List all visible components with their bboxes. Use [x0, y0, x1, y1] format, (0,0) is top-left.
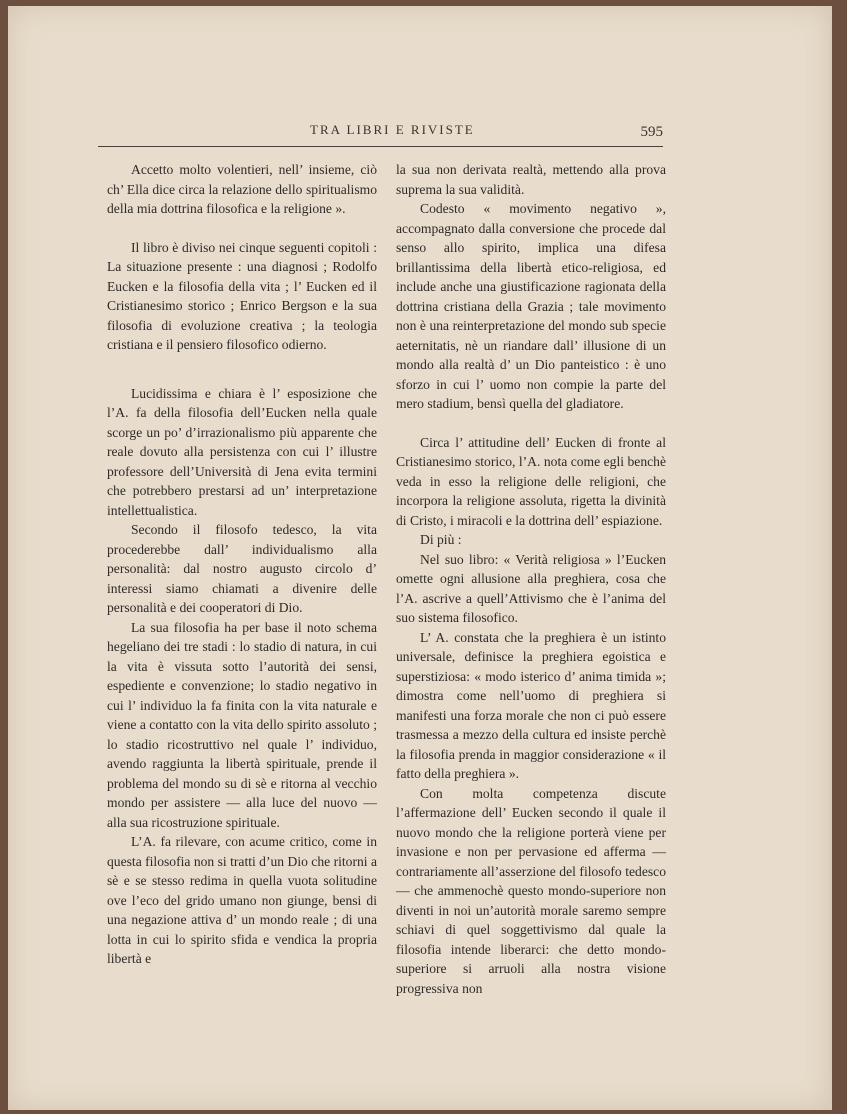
paragraph: L’A. fa rilevare, con acume critico, come in questa filosofia non si tratti d’un Dio che ritorni a sè e se stesso redima in quella vuota solitudine ove l’eco del grido umano non giunge, bensi di una negazione attiva d’ un mondo reale ; di una lotta in cui lo spirito sfida e vendica la propria libertà e — [107, 834, 377, 966]
page-header — [98, 116, 663, 146]
paragraph: Codesto « movimento negativo », accompagnato dalla conversione che procede dal senso allo spirito, implica una difesa brillantissima della libertà etico-religiosa, ed include anche una giustificazione ragionata della dottrina cristiana della Grazia ; tale movimento non è una reinterpretazione del mondo sub specie aeternitatis, nè un riandare dall’ illusione di un mondo alla realtà d’ un Dio panteistico : è uno sforzo in cui l’ uomo non compie la parte del mero stadium, bensì quella del gladiatore. — [396, 201, 666, 411]
running-title: TRA LIBRI E RIVISTE — [310, 122, 475, 137]
paragraph: Nel suo libro: « Verità religiosa » l’Eucken omette ogni allusione alla preghiera, cosa che l’A. ascrive a quell’Attivismo che è l’anima del suo sistema filosofico. — [396, 551, 666, 625]
left-column — [107, 160, 377, 969]
paragraph: Circa l’ attitudine dell’ Eucken di fronte al Cristianesimo storico, l’A. nota come egli benchè veda in esso la religione delle religioni, che incorpora la religione assoluta, rigetta la divinità di Cristo, i miracoli e la dottrina dell’ espiazione. — [396, 434, 666, 528]
paragraph: Il libro è diviso nei cinque seguenti copitoli : La situazione presente : una diagnosi ; Rodolfo Eucken e la filosofia della vita ; l’ Eucken ed il Cristianesimo storico ; Enrico Bergson e la sua filosofia di evoluzione creativa ; la teologia cristiana e il pensiero filosofico odierno. — [107, 239, 377, 352]
header-rule — [98, 146, 663, 147]
paragraph: Accetto molto volentieri, nell’ insieme, ciò ch’ Ella dice circa la relazione dello spiritualismo della mia dottrina filosofica e la religione ». — [107, 162, 377, 216]
right-column — [396, 160, 666, 998]
paragraph: Secondo il filosofo tedesco, la vita procederebbe dall’ individualismo alla personalità: dal nostro augusto circolo d’ interessi siamo chiamati a divenire delle personalità e dei cooperatori di Dio. — [107, 522, 377, 615]
page-number: 595 — [640, 124, 663, 140]
paragraph: L’ A. constata che la preghiera è un istinto universale, definisce la preghiera egoistica e superstiziosa: « modo isterico d’ anima timida »; dimostra come nell’uomo di preghiera si manifesti una forza morale che non ci può essere trasmessa a mezzo della cultura ed insiste perchè la filosofia prenda in maggior considerazione « il fatto della preghiera ». — [396, 629, 666, 781]
paragraph: Con molta competenza discute l’affermazione dell’ Eucken secondo il quale il nuovo mondo che la religione porterà viene per invasione e non per pervasione ed afferma — contrariamente all’asserzione del filosofo tedesco — che ammenochè questo mondo-superiore non diventi in noi un’autorità morale saremo sempre schiavi di quel soggettivismo dal quale la filosofia intende liberarci: che detto mondo-superiore si arruoli alla nostra visione progressiva non — [396, 785, 666, 996]
paragraph: Lucidissima e chiara è l’ esposizione che l’A. fa della filosofia dell’Eucken nella quale scorge un po’ d’irrazionalismo più apparente che reale dovuto alla persistenza con cui l’ illustre professore dell’Università di Jena evita termini che potrebbero prestarsi ad un’ interpretazione intellettualistica. — [107, 385, 377, 518]
paragraph: La sua filosofia ha per base il noto schema hegeliano dei tre stadi : lo stadio di natura, in cui la vita è vissuta sotto l’autorità dei sensi, espediente e convenzione; lo stadio negativo in cui l’ individuo la fa finita con la vita naturale e viene a contatto con la vita dello spirito assoluto ; lo stadio ricostruttivo nel quale l’ individuo, avendo raggiunta la libertà spirituale, prende il problema del mondo su di sè e ritorna al vecchio mondo per assistere — alla luce del nuovo — alla sua ricostruzione spirituale. — [107, 619, 377, 830]
paragraph: la sua non derivata realtà, mettendo alla prova suprema la sua validità. — [396, 162, 666, 197]
paragraph: Di più : — [420, 532, 462, 547]
